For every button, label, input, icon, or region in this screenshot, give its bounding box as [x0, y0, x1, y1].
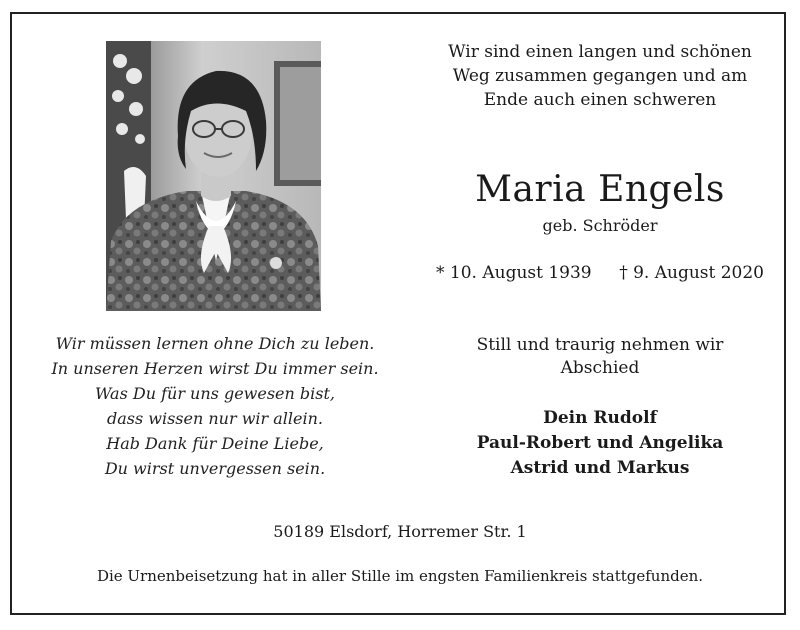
- portrait-photo: [106, 41, 321, 311]
- death-date: † 9. August 2020: [619, 263, 764, 283]
- family-line: Astrid und Markus: [510, 458, 690, 478]
- poem-line: Hab Dank für Deine Liebe,: [106, 434, 324, 453]
- family-line: Paul-Robert und Angelika: [476, 433, 724, 453]
- poem: [40, 331, 390, 481]
- poem-line: Du wirst unvergessen sein.: [104, 459, 326, 478]
- farewell-text: [420, 334, 780, 380]
- poem-line: Was Du für uns gewesen bist,: [94, 384, 335, 403]
- birth-date: * 10. August 1939: [436, 263, 592, 283]
- farewell-line: Still und traurig nehmen wir: [476, 335, 724, 355]
- farewell-line: Abschied: [560, 358, 640, 378]
- intro-line: Weg zusammen gegangen und am: [452, 66, 748, 86]
- intro-line: Ende auch einen schweren: [483, 90, 717, 110]
- portrait-illustration: [106, 41, 321, 311]
- poem-line: In unseren Herzen wirst Du immer sein.: [51, 359, 379, 378]
- poem-line: Wir müssen lernen ohne Dich zu leben.: [55, 334, 375, 353]
- deceased-name: Maria Engels: [475, 169, 725, 210]
- family-line: Dein Rudolf: [543, 408, 657, 428]
- address: 50189 Elsdorf, Horremer Str. 1: [273, 522, 527, 541]
- intro-line: Wir sind einen langen und schönen: [448, 42, 752, 62]
- born-name: geb. Schröder: [542, 216, 658, 235]
- intro-verse: [420, 40, 780, 112]
- burial-notice: Die Urnenbeisetzung hat in aller Stille im engsten Familienkreis stattgefunden.: [96, 567, 704, 585]
- poem-line: dass wissen nur wir allein.: [106, 409, 324, 428]
- family-signatures: [420, 406, 780, 481]
